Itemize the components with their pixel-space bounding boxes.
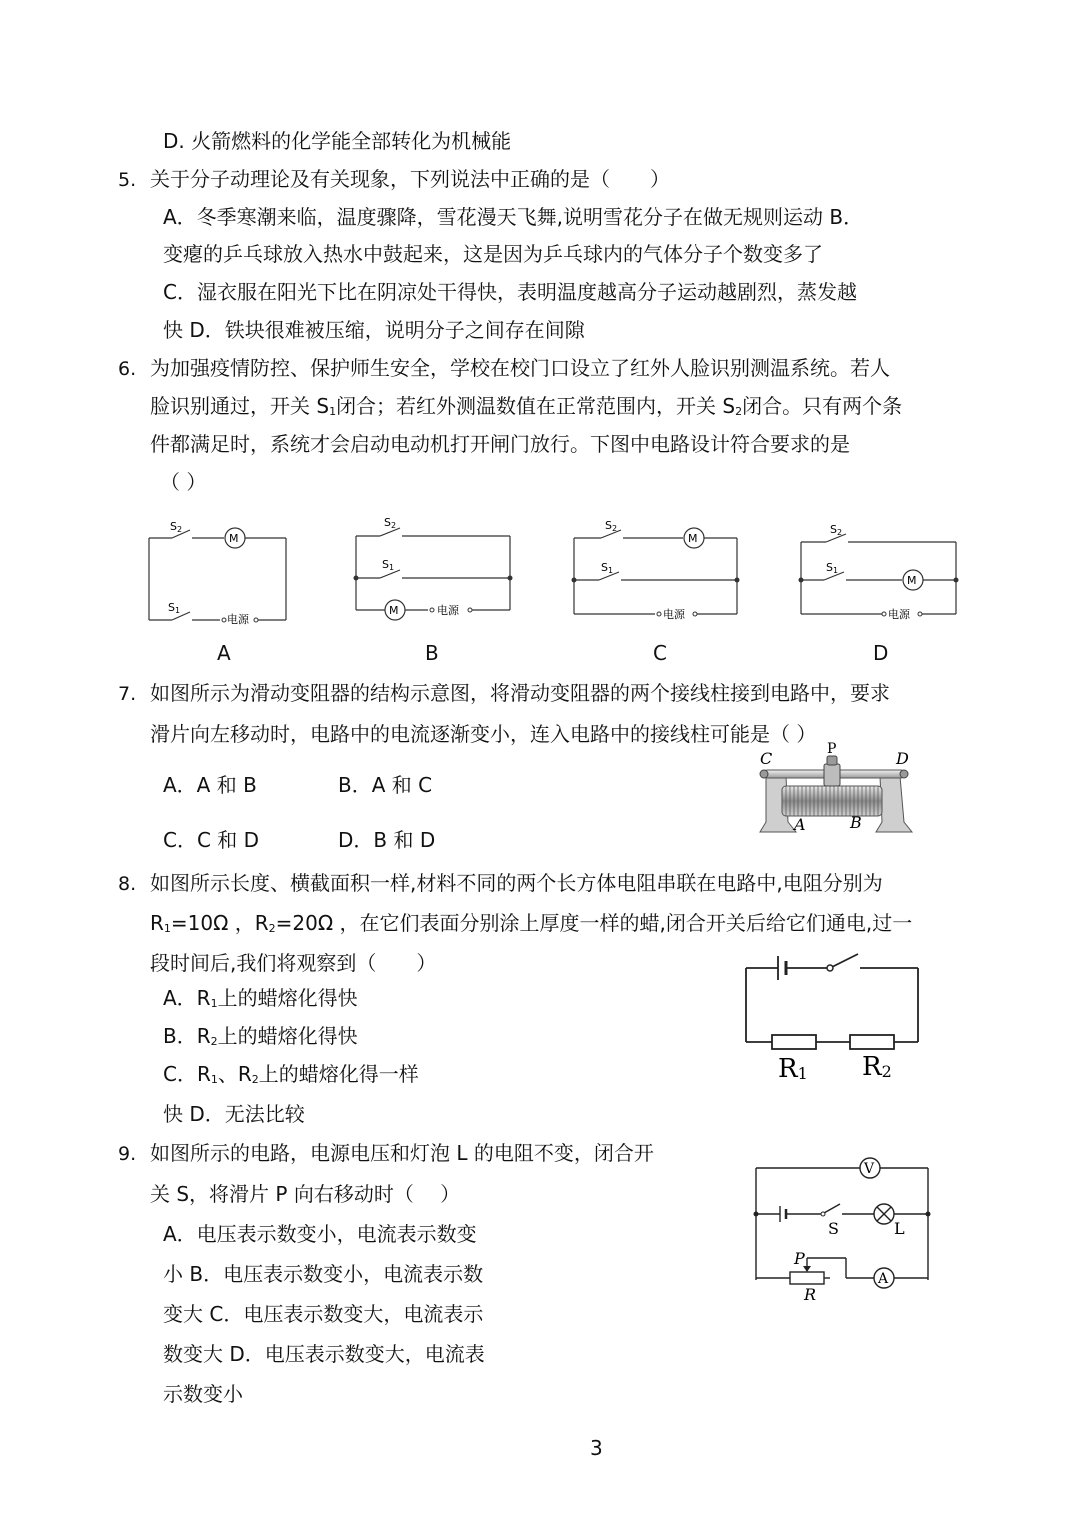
q9-circuit-figure [750, 1150, 935, 1305]
q6c-power-label: 电源 [663, 608, 685, 621]
q6-line-4: （ ） [160, 470, 207, 494]
q9-line-4: 小 B．电压表示数变小，电流表示数 [163, 1262, 484, 1286]
q6b-motor-label: M [389, 604, 399, 617]
q9-switch-label: S [828, 1219, 839, 1238]
q6a-power-label: 电源 [227, 613, 249, 626]
q6-line-3: 件都满足时，系统才会启动电动机打开闸门放行。下图中电路设计符合要求的是 [150, 432, 850, 456]
q6d-s1-label: S1 [826, 561, 839, 575]
q9-line-2: 关 S，将滑片 P 向右移动时（ ） [150, 1182, 461, 1206]
q6b-power-label: 电源 [437, 604, 459, 617]
q9-line-7: 示数变小 [163, 1382, 243, 1406]
q7-option-d: D．B 和 D [338, 828, 436, 852]
q7-option-b: B．A 和 C [338, 773, 433, 797]
q6-caption-a: A [217, 641, 231, 665]
q9-line-5: 变大 C．电压表示数变大，电流表示 [163, 1302, 484, 1326]
q6-circuit-d [790, 510, 970, 630]
q5-line-2: 变瘪的乒乓球放入热水中鼓起来，这是因为乒乓球内的气体分子个数变多了 [163, 242, 823, 266]
q7-label-d: D [896, 749, 909, 768]
q6d-motor-label: M [907, 574, 917, 587]
q6-line-2 [150, 394, 902, 424]
q6b-s1-label: S1 [382, 558, 395, 572]
q6c-motor-label: M [688, 532, 698, 545]
q8-number: 8. [118, 873, 137, 895]
q8-line-2e: =20Ω ，在它们表面分别涂上厚度一样的蜡,闭合开关后给它们通电,过一 [275, 911, 913, 935]
q6-number: 6. [118, 358, 137, 380]
q8-line-1: 如图所示长度、横截面积一样,材料不同的两个长方体电阻串联在电路中,电阻分别为 [150, 871, 883, 895]
q6-s1-sub: 1 [329, 405, 337, 418]
q8-option-a: A．$R_1$上的蜡熔化得快 [163, 986, 358, 1010]
q9-number: 9. [118, 1143, 137, 1165]
q6-caption-d: D [873, 641, 889, 665]
q6-caption-b: B [425, 641, 439, 665]
q7-label-p: P [827, 741, 837, 757]
q8-line-2 [150, 911, 912, 941]
q9-rheostat-label: R [804, 1285, 817, 1304]
q9-slider-label: P [794, 1249, 805, 1268]
page-number: 3 [590, 1436, 603, 1460]
q5-number: 5. [118, 169, 137, 191]
q9-line-6: 数变大 D．电压表示数变大，电流表 [163, 1342, 485, 1366]
q8-line-3: 段时间后,我们将观察到（ ） [150, 951, 437, 975]
q6-line-2c: 闭合；若红外测温数值在正常范围内，开关 S [336, 394, 736, 418]
q5-line-3: C．湿衣服在阳光下比在阴凉处干得快，表明温度越高分子运动越剧烈，蒸发越 [163, 280, 857, 304]
q9-voltmeter-label: V [864, 1161, 875, 1177]
q6a-motor-label: M [229, 532, 239, 545]
q6c-s1-label: S1 [601, 561, 614, 575]
q6-circuit-b [350, 510, 520, 630]
q8-r2-sub: 2 [268, 922, 276, 935]
q8-option-c: C．$R_1$、$R_2$上的蜡熔化得一样 [163, 1062, 419, 1086]
q7-label-c: C [760, 749, 773, 768]
q6-caption-c: C [653, 641, 667, 665]
q8-option-d: 快 D．无法比较 [163, 1102, 305, 1126]
q7-option-a: A．A 和 B [163, 773, 257, 797]
q6c-s2-label: S2 [605, 519, 618, 533]
q7-line-2: 滑片向左移动时，电路中的电流逐渐变小，连入电路中的接线柱可能是（ ） [150, 722, 817, 746]
q6d-power-label: 电源 [888, 608, 910, 621]
q8-r1-label: R1 [778, 1054, 808, 1084]
q9-line-1: 如图所示的电路，电源电压和灯泡 L 的电阻不变，闭合开 [150, 1141, 654, 1165]
q7-rheostat-figure [752, 742, 922, 842]
q6d-s2-label: S2 [830, 523, 843, 537]
q4-option-d: D. 火箭燃料的化学能全部转化为机械能 [163, 129, 512, 153]
q7-option-c: C．C 和 D [163, 828, 260, 852]
q9-ammeter-label: A [878, 1271, 889, 1287]
q6b-s2-label: S2 [384, 516, 397, 530]
q5-stem: 关于分子动理论及有关现象，下列说法中正确的是（ ） [150, 167, 670, 191]
q6-s2-sub: 2 [735, 405, 743, 418]
q5-line-4: 快 D．铁块很难被压缩，说明分子之间存在间隙 [163, 318, 585, 342]
q6-circuit-c [565, 510, 745, 630]
q8-line-2a: R [150, 911, 164, 935]
q8-circuit-figure [740, 950, 930, 1085]
q9-lamp-label: L [894, 1219, 905, 1238]
q6-line-1: 为加强疫情防控、保护师生安全，学校在校门口设立了红外人脸识别测温系统。若人 [150, 356, 890, 380]
q9-line-3: A．电压表示数变小，电流表示数变 [163, 1222, 477, 1246]
q6a-s2-label: S2 [170, 520, 183, 534]
q6-line-2a: 脸识别通过，开关 S [150, 394, 330, 418]
q5-line-1: A．冬季寒潮来临，温度骤降，雪花漫天飞舞,说明雪花分子在做无规则运动 B． [163, 205, 864, 229]
q6-line-2e: 闭合。只有两个条 [742, 394, 903, 418]
q8-r2-label: R2 [862, 1052, 892, 1082]
q6a-s1-label: S1 [168, 601, 181, 615]
q6-circuit-a [140, 510, 300, 630]
q7-line-1: 如图所示为滑动变阻器的结构示意图，将滑动变阻器的两个接线柱接到电路中，要求 [150, 681, 890, 705]
q8-option-b: B．$R_2$上的蜡熔化得快 [163, 1024, 358, 1048]
q7-label-b: B [850, 813, 862, 832]
q8-line-2c: =10Ω ，R [170, 911, 269, 935]
q8-r1-sub: 1 [163, 922, 171, 935]
q7-label-a: A [794, 815, 806, 834]
q7-number: 7. [118, 683, 137, 705]
